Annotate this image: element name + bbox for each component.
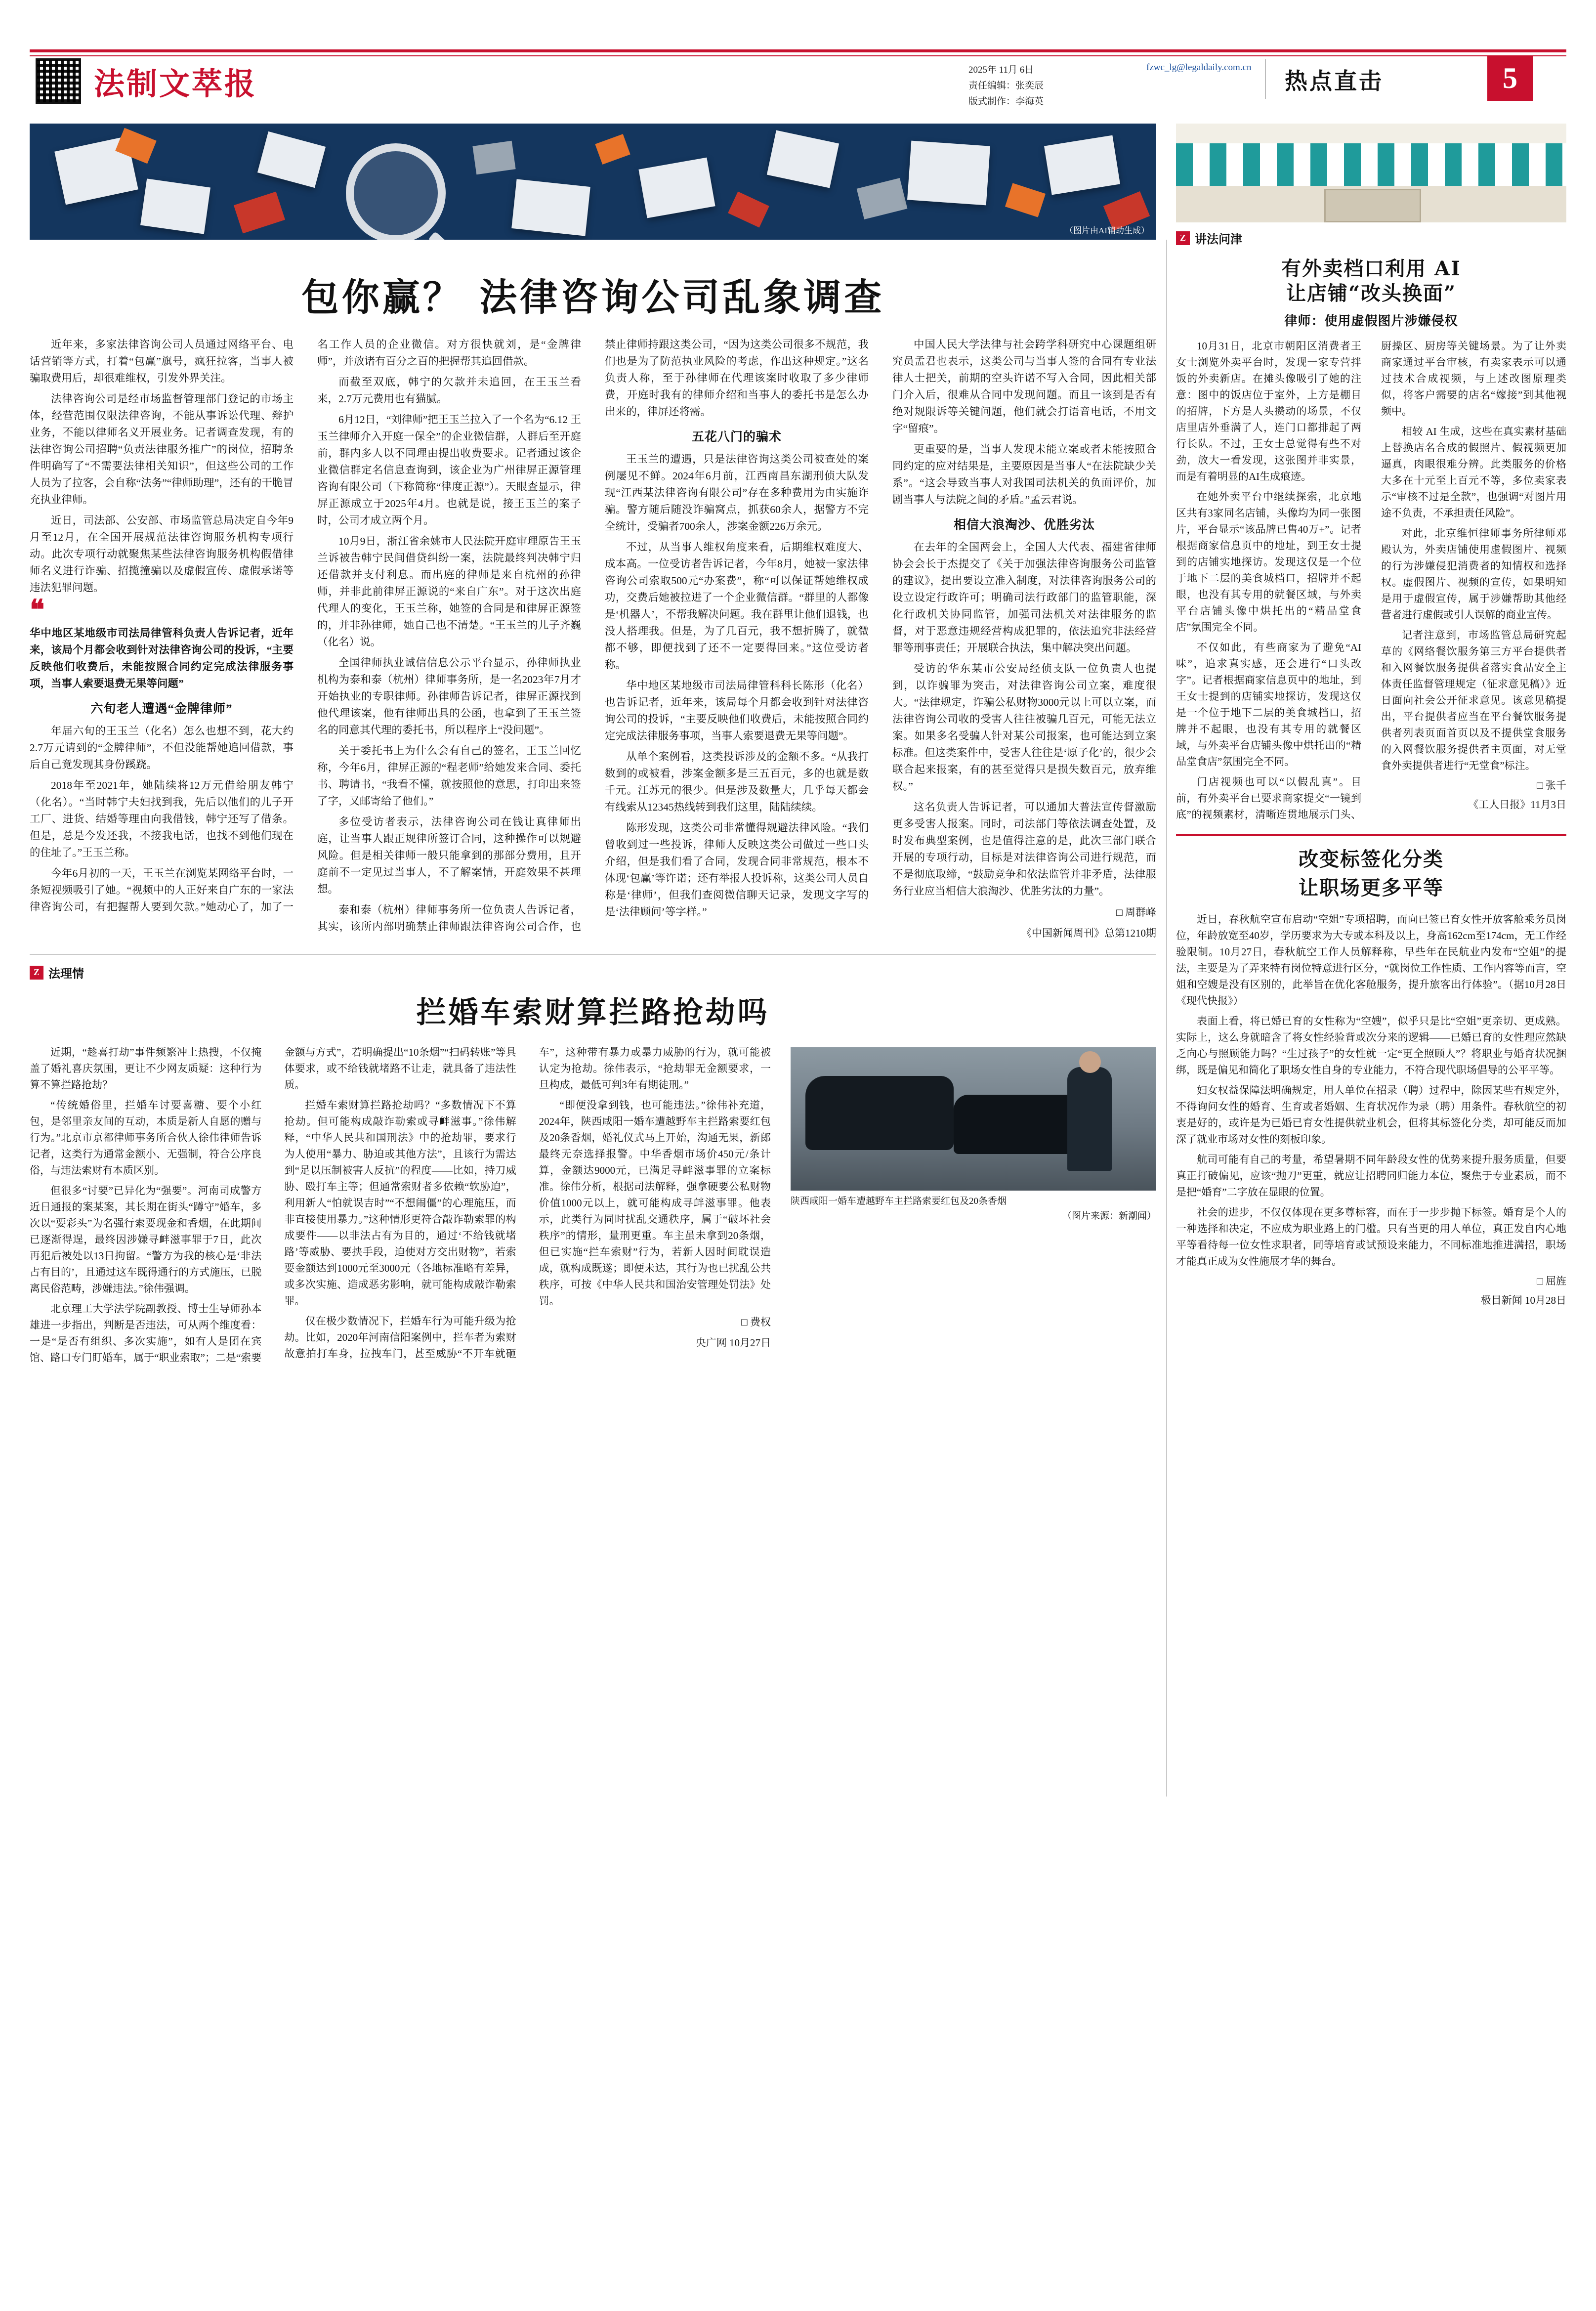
paragraph: 而截至双底，韩宁的欠款并未追回，在王玉兰看来，2.7万元费用也有猫腻。 — [317, 376, 581, 405]
paragraph: 华中地区某地级市司法局律管科科长陈形（化名）也告诉记者，近年来，该局每个月都会收到针对法律咨询公司的投诉，“主要反映他们收费后，未能按照合同约定完成法律服务事项，当事人索要退费无果等问题”。 — [605, 680, 869, 742]
paragraph: 年届六旬的王玉兰（化名）怎么也想不到，花大约2.7万元请到的“金牌律师”，不但没能帮她追回借款，事后自己竟发现其身份蹊跷。 — [30, 725, 294, 770]
section-label-text: 法理情 — [48, 968, 84, 981]
paragraph: 全国律师执业诚信信息公示平台显示，孙律师执业机构为泰和泰（杭州）律师事务所，是一名2023年7月才开始执业的专职律师。孙律师告诉记者，律屏正源找到他代理该案，他有律师出具的公函，也拿到了王玉兰签名的同意其代理的委托书，所以程序上“没问题”。 — [317, 657, 581, 736]
paragraph: 近期，“趁喜打劫”事件频繁冲上热搜，不仅掩盖了婚礼喜庆氛围，更让不少网友质疑：这种行为算不算拦路抢劫？ — [30, 1046, 262, 1091]
paragraph: 表面上看，将已婚已育的女性称为“空嫂”，似乎只是比“空姐”更亲切、更成熟。实际上，这么身就暗含了将女性经验背或次分来的逻辑——已婚已育的女性理应然缺乏向心与照顾能力吗？“生过孩子”的女性就一定“更全照顾人”？将职业与婚育状况捆绑，既是偏见和简化了职场女性自身的专业能力，不符合现代职场倡导的公平平等。 — [1176, 1015, 1566, 1076]
paragraph: 北京理工大学法学院副教授、博士生导师孙本雄进一步指出，判断是否违法，可从两个维度看：一是“是否有组织、多次实施”，如有人是团在宾馆、路口专门盯婚车，属于“职业索取”；二是“索要金额与方式”，若明确提出“10条烟”“扫码转账”等具体要求，或不给钱就堵路不让走，就具备了违法性质。 — [30, 1046, 516, 1364]
article-divider — [30, 954, 1156, 955]
wedding-car-photo — [791, 1047, 1156, 1191]
photo-caption: 陕西咸阳一婚车遭越野车主拦路索要红包及20条香烟 — [791, 1196, 1007, 1206]
right-article2-title-line2: 让职场更多平等 — [1299, 876, 1444, 899]
subheading: 五花八门的骗术 — [691, 430, 782, 444]
paragraph: 10月31日，北京市朝阳区消费者王女士浏览外卖平台时，发现一家专营拌饭的外卖新店。在摊头像吸引了她的注意：图中的饭店位于室外，上方是棚目的招牌，下方是人头攒动的场景，不仅店里店外垂满了人，连门口都排起了两行长队。不过，王女士总觉得有些不对劲，放大一看发现，这张图并非实景，而是有着明显的AI生成痕迹。 — [1176, 340, 1361, 482]
byline: □ 屈旌 — [1537, 1275, 1566, 1287]
paragraph: 关于委托书上为什么会有自己的签名，王玉兰回忆称，今年6月，律屏正源的“程老师”给她发来合同、委托书、聘请书，“我看不懂，就按照他的意思，打印出来签了字，又邮寄给了他们。” — [317, 745, 581, 807]
paragraph: 2018年至2021年，她陆续将12万元借给朋友韩宁（化名）。“当时韩宁夫妇找到我，先后以他们的儿子开工厂、进货、结婚等理由向我借钱，韩宁还写了借条。但是，总是今发还我，不接我电话，也找不到他们现在的住址了。”王玉兰称。 — [30, 779, 294, 858]
right-article1-title-line2: 让店铺“改头换面” — [1286, 282, 1456, 305]
paragraph: 多位受访者表示，法律咨询公司在钱让真律师出庭，让当事人跟正规律所签订合同，这种操作可以规避风险。但是相关律师一般只能拿到的那部分费用，且开庭前不一定见过当事人，不了解案情，开庭效果不甚理想。 — [317, 816, 581, 895]
subheading: 六旬老人遭遇“金牌律师” — [90, 702, 233, 716]
page-title: 包你赢？ 法律咨询公司乱象调查 — [301, 275, 885, 319]
paragraph: 这名负责人告诉记者，可以通加大普法宣传督激励更多受害人报案。同时，司法部门等依法调查处置，及时发布典型案例，也是值得注意的是，此次三部门联合开展的专项行动，目标是对法律咨询公司进行规范，而不是彻底取缔，“鼓励竞争和依法监管并非矛盾，法律服务行业应当相信大浪淘沙、优胜劣汰的力量”。 — [892, 801, 1156, 897]
paragraph: 航司可能有自己的考量，希望暑期不同年龄段女性的优势来提升服务质量，但要真正打破偏见，应该“抛刀”更重，就应让招聘同归能力本位，聚焦于专业素质，而不是把“婚育”二字放在显眼的位置。 — [1176, 1154, 1566, 1198]
masthead — [0, 0, 1596, 124]
editor-credit: 责任编辑：张奕辰 — [968, 81, 1044, 91]
lead-article-body — [30, 336, 1156, 941]
source-line: 《工人日报》11月3日 — [1468, 799, 1566, 811]
section-label-jiangfawenjin — [1176, 229, 1566, 247]
qr-code-icon[interactable] — [36, 58, 81, 104]
photo-car-second — [954, 1095, 1077, 1154]
shop-awning — [1176, 143, 1566, 181]
right-article2-body — [1176, 911, 1566, 1308]
paragraph: 在她外卖平台中继续探索，北京地区共有3家同名店铺，头像均为同一张图片，平台显示“该品牌已售40万+”。记者根据商家信息页中的地址，到王女士提到的店铺实地探访。发现这仅是一个位于地下二层的美食城档口，招牌并不起眼，也没有其专用的就餐区域，与外卖平台店铺头像中烘托出的“精品堂食店”氛围完全不同。 — [1176, 491, 1361, 633]
paragraph: 社会的进步，不仅仅体现在更多尊标容，而在于一步步抛下标签。婚育是个人的一种选择和决定，不应成为职业路上的门槛。只有当更的用人单位，真正发自内心地平等看待每一位女性求职者，同等培育或试预设来能力，不同标准地推进满招，职场才能真正成为女性施展才华的舞台。 — [1176, 1206, 1566, 1267]
paragraph: 从单个案例看，这类投诉涉及的金额不多。“从我打数到的或被看，涉案金额多是三五百元，多的也就是数千元。江苏元的很少。但是涉及数量大，几乎每天都会有线索从12345热线转到我们这里，陆陆续续。 — [605, 751, 869, 813]
layout-credit: 版式制作：李海英 — [968, 96, 1044, 107]
page-number: 5 — [1487, 55, 1533, 101]
paragraph: 泰和泰（杭州）律师事务所一位负责人告诉记者，其实，该所内部明确禁止律师跟法律咨询公司合作，也禁止律师持跟这类公司，“因为这类公司很多不规范，我们也是为了防范执业风险的考虑，作出这种规定。”这名负责人称，至于孙律师在代理该案时收取了多少律师费，开庭时我有的律师介绍和当事人的委托书是怎么办出来的，律屏还将需。 — [317, 339, 869, 933]
masthead-rule-thin — [30, 55, 1566, 56]
bottom-article-figure — [791, 1047, 1156, 1222]
masthead-divider — [1265, 59, 1266, 99]
paragraph: 记者注意到，市场监管总局研究起草的《网络餐饮服务第三方平台提供者和入网餐饮服务提供者落实食品安全主体责任监督管理规定（征求意见稿）》近日面向社会公开征求意见。该意见稿提出，平台提供者应当在平台餐饮服务提供者列表页面首页以及不提供堂食服务的入网餐饮服务提供者主页面，对无堂食外卖提供者进行“无堂食”标注。 — [1381, 629, 1566, 771]
paragraph: 陈形发现，这类公司非常懂得规避法律风险。“我们曾收到过一些投诉，律师人反映这类公司做过一些口头介绍，但是我们看了合同，发现合同非常规范，根本不体现‘包赢’等许诺；还有举报人投诉称，这类公司人员自称是‘律师’，但我们查阅微信聊天记录，发现文字写的是‘法律顾问’等字样。” — [605, 822, 869, 918]
paragraph: 近日，春秋航空宣布启动“空姐”专项招聘，而向已签已育女性开放客舱乘务员岗位，年龄放宽至40岁，学历要求为大专或本科及以上，身高162cm至174cm，无工作经验限制。10月27日，春秋航空工作人员解释称，早些年在民航业内发布“空姐”的提法，主要是为了弄来特有岗位特意进行区分，“就岗位工作性质、工作内容等而言，空姐和空嫂是没有区别的，此举旨在优化客舱服务，提升旅客出行体验”。（据10月28日《现代快报》） — [1176, 913, 1566, 1007]
magnifier-icon — [346, 143, 446, 240]
paragraph: 今年6月初的一天，王玉兰在浏览某网络平台时，一条短视频吸引了她。“视频中的人正好来自广东的一家法律咨询公司，有把握帮人要到欠款。”她动心了，加了一名工作人员的企业微信。对方很快就刘，是“金牌律师”，并放诸有百分之百的把握帮其追回借款。 — [30, 339, 581, 913]
paragraph: 拦婚车索财算拦路抢劫吗？“多数情况下不算抢劫。但可能构成敲诈勒索或寻衅滋事。”徐伟解释，“中华人民共和国刑法》中的抢劫罪，要求行为人使用“暴力、胁迫或其他方法”，且该行为需达到“足以压制被害人反抗”的程度——比如，持刀威胁、殴打车主等；但通常索财者多依赖“软胁迫”，利用新人“怕就误吉时”“不想闹僵”的心理施压，而非直接使用暴力。”这种情形更符合敲诈勒索罪的构成要件——以非法占有为目的，通过‘不给钱就堵路’等威胁、要挟手段，迫使对方交出财物”，若索要金额达到1000元至3000元（各地标准略有差异，或多次实施、造成恶劣影响，就可能构成敲诈勒索罪。 — [284, 1099, 516, 1307]
subheading: 相信大浪淘沙、优胜劣汰 — [953, 518, 1095, 532]
source-line: 央广网 10月27日 — [695, 1337, 771, 1349]
paragraph: 近日，司法部、公安部、市场监管总局决定自今年9月至12月，在全国开展规范法律咨询服务机构专项行动。此次专项行动就聚焦某些法律咨询服务机构假借律师名义进行诈骗、招揽撞骗以及虚假宣传、虚假承诺等违法犯罪问题。 — [30, 514, 294, 594]
paragraph: 对此，北京维恒律师事务所律师邓殿认为，外卖店铺使用虚假图片、视频的行为涉嫌侵犯消费者的知情权和选择权。虚假图片、视频的宣传，如果明知是用于虚假宣传，属于涉嫌帮助其他经营者进行虚假或引人误解的商业宣传。 — [1381, 527, 1566, 621]
photo-person — [1067, 1067, 1112, 1171]
right-column — [1176, 124, 1566, 1308]
right-article1-body — [1176, 338, 1566, 823]
contact-email[interactable]: fzwc_lg@legaldaily.com.cn — [1146, 62, 1252, 73]
pull-quote-text: 华中地区某地级市司法局律管科负责人告诉记者，近年来，该局个月都会收到针对法律咨询公司的投诉，“主要反映他们收费后，未能按照合同约定完成法律服务事项，当事人索要退费无果等问题” — [30, 627, 294, 689]
left-column — [30, 124, 1156, 1366]
paragraph: 不过，从当事人维权角度来看，后期维权难度大、成本高。一位受访者告诉记者，今年8月，她被一家法律咨询公司索取500元“办案费”，称“可以保证帮她维权成功，交费后她被拉进了一个企业微信群。“群里的人都像是‘机器人’，不帮我解决问题。我在群里让他们退钱，也没人搭理我。但是，为了几百元，我不想折腾了，就微都不够，即便找到了还不一定要得回来。”这位受访者称。 — [605, 541, 869, 671]
paragraph: 中国人民大学法律与社会跨学科研究中心课题组研究员孟君也表示，这类公司与当事人签的合同有专业法律人士把关，前期的空头许诺不写入合同，因此相关部门介入后，很难从合同中发现问题。而且一该到是否有绝对规限诉等关键问题，他们就会打语音电话，不用文字“留痕”。 — [892, 339, 1156, 434]
paragraph: 更重要的是，当事人发现未能立案或者未能按照合同约定的应对结果是，主要原因是当事人“在法院缺少关系”。“这会导致当事人对我国司法机关的负面评价，加剧当事人与法院之间的矛盾。”孟云君说。 — [892, 443, 1156, 506]
publish-date: 2025年 11月 6日 — [968, 65, 1034, 75]
hero-image — [30, 124, 1156, 240]
right-article1-subhead: 律师：使用虚假图片涉嫌侵权 — [1284, 314, 1458, 328]
byline: □ 费权 — [741, 1316, 771, 1328]
paragraph: 10月9日，浙江省余姚市人民法院开庭审理原告王玉兰诉被告韩宁民间借贷纠纷一案，法院最终判决韩宁归还借款并支付利息。而出庭的律师是来自杭州的孙律师，并非此前律屏正源说的“来自广东”。对于这次出庭代理人的变化，王玉兰称，她签的合同是和律屏正源签的，并非孙律师，她自己也不清楚。“王玉兰的儿子齐巍（化名）说。 — [317, 535, 581, 648]
paper-name: 法制文萃报 — [94, 66, 257, 102]
bottom-article-body — [30, 1044, 771, 1366]
section-label-text: 讲法问津 — [1195, 233, 1242, 246]
masthead-meta — [968, 62, 1044, 110]
paragraph: 6月12日，“刘律师”把王玉兰拉入了一个名为“6.12 王玉兰律师介入开庭一保全”的企业微信群，人群后至开庭前，群内多人以不同理由提出收费要求。记者通过该企业微信群定名信息查询到，该企业为广州律屏正源管理咨询有限公司（下称简称“律度正源”）。天眼查显示，律屏正源成立于2025年4月。也就是说，接王玉兰的案子时，公司才成立两个月。 — [317, 414, 581, 526]
paragraph: 但很多“讨要”已异化为“强要”。河南司成警方近日通报的案某案，其长期在街头“蹲守”婚车，多次以“要彩头”为名强行索要现金和香烟，在此期间已逐渐得逞，最终因涉嫌寻衅滋事罪于7日，此次再犯后被处以13日拘留。“警方为我的核心是‘非法占有目的’，且通过这车既得通行的方式施压，已脱离民俗范畴，涉嫌违法。”徐伟强调。 — [30, 1185, 262, 1294]
masthead-rule — [30, 49, 1566, 52]
paragraph: 王玉兰的遭遇，只是法律咨询这类公司被查处的案例屡见不鲜。2024年6月前，江西南昌东湖刑侦大队发现“江西某法律咨询有限公司”存在多种费用为由实施诈骗。警方随后随没诈骗窝点，抓获60余人，据警方不完全统计，受骗者700余人，涉案金额226万余元。 — [605, 453, 869, 532]
source-line: 《中国新闻周刊》总第1210期 — [1021, 927, 1156, 939]
source-line: 极目新闻 10月28日 — [1480, 1294, 1566, 1306]
paragraph: “传统婚俗里，拦婚车讨要喜糖、要个小红包，是邻里亲友间的互动，本质是新人自愿的赠与行为。”北京市京都律师事务所合伙人徐伟律师告诉记者，这类行为通常金额小、无强制，符合公序良俗，与违法索财有本质区别。 — [30, 1099, 262, 1176]
photo-car — [805, 1076, 954, 1150]
shop-illustration — [1176, 124, 1566, 222]
quote-mark-icon: ❝ — [30, 594, 45, 626]
right-section-rule — [1176, 834, 1566, 836]
hero-credit: （图片由AI辅助生成） — [1065, 226, 1149, 235]
photo-credit: （图片来源：新潮闻） — [1062, 1211, 1156, 1221]
brand-mark-icon: Z — [30, 966, 43, 980]
paragraph: 妇女权益保障法明确规定，用人单位在招录（聘）过程中，除因某些有规定外，不得询问女性的婚育、生育或者婚姻、生育状况作为录（聘）用条件。春秋航空的初衷是好的，或许是为已婚已育女性提供就业机会，但将其标签化分类，却可能反而加深了就业市场对女性的刻板印象。 — [1176, 1084, 1566, 1145]
section-title: 热点直击 — [1285, 69, 1384, 94]
right-article2-title-line1: 改变标签化分类 — [1299, 848, 1444, 871]
shop-door — [1324, 189, 1421, 222]
paper-logo — [94, 59, 257, 103]
right-article1-title-line1: 有外卖档口利用 AI — [1281, 257, 1461, 280]
paragraph: 受访的华东某市公安局经侦支队一位负责人也提到，以诈骗罪为突击，对法律咨询公司立案，难度很大。“法律规定，诈骗公私财物3000元以上可以立案，而法律咨询公司收的受害人往往被骗几百元，可能无法立案。如果多名受骗人针对某公司报案，也可能达到立案标准。但这类案件中，受害人往往是‘原子化’的，很少会联合起来报案，有的甚至觉得只是损失数百元，放弃维权。” — [892, 663, 1156, 792]
pull-quote — [30, 594, 294, 692]
paragraph: 法律咨询公司是经市场监督管理部门登记的市场主体，经营范围仅限法律咨询，不能从事诉讼代理、辩护业务，不能以律师名义开展业务。记者调查发现，有的法律咨询公司招聘“负责法律服务推广”的岗位，招聘条件明确写了“不需要法律相关知识”，但这些公司的工作人员为了拉客，会自称“法务”“律师助理”，还有的干脆冒充执业律师。 — [30, 393, 294, 506]
paragraph: 仅在极少数情况下，拦婚车行为可能升级为抢劫。比如，2020年河南信阳案例中，拦车者为索财故意拍打车身，拉拽车门，甚至威胁“不开车就砸车”，这种带有暴力或暴力威胁的行为，就可能被认定为抢劫。徐伟表示，“抢劫罪无金额要求，一旦构成，最低可判3年有期徒刑。” — [284, 1046, 771, 1360]
column-divider — [1166, 240, 1167, 1797]
bottom-article-title: 拦婚车索财算拦路抢劫吗 — [416, 995, 770, 1030]
paragraph: 在去年的全国两会上，全国人大代表、福建省律师协会会长于杰提交了《关于加强法律咨询服务公司监管的建议》，提出要设立准入制度，对法律咨询服务公司的设立设定行政许可；明确司法行政部门的监管职能，深化行政机关协同监管，加强司法机关对法律服务的监督，对于恶意违规经营构成犯罪的，依法追究非法经营罪等刑事责任；开展联合执法，集中解决突出问题。 — [892, 541, 1156, 654]
brand-mark-icon: Z — [1176, 231, 1190, 245]
paragraph: 相较 AI 生成，这些在真实素材基础上替换店名合成的假照片、假视频更加逼真，肉眼很难分辨。此类服务的价格大多在十元至上百元不等，多位卖家表示“审核不过是全款”，也强调“对图片用途不负责，不承担责任风险”。 — [1381, 426, 1566, 519]
paragraph: 近年来，多家法律咨询公司人员通过网络平台、电话营销等方式，打着“包赢”旗号，疯狂拉客，当事人被骗取费用后，却很难维权，引发外界关注。 — [30, 339, 294, 384]
shop-awning-edge — [1176, 178, 1566, 186]
byline: □ 周群峰 — [1116, 906, 1156, 918]
byline: □ 张千 — [1537, 779, 1566, 791]
paragraph: “即便没拿到钱，也可能违法。”徐伟补充道，2024年，陕西咸阳一婚车遭越野车主拦路索要红包及20条香烟，婚礼仪式马上开始，沟通无果，新郎最终无奈选择报警。中华香烟市场价450元/条计算，金额达9000元，已满足寻衅滋事罪的立案标准。徐伟分析，根据司法解释，强拿硬要公私财物价值1000元以上，就可能构成寻衅滋事罪。他表示，此类行为同时扰乱交通秩序，属于“破坏社会秩序”的情形，量刑更重。车主虽未拿到20条烟，但已实施“拦车索财”行为，若新人因时间耽误造成，就构成既遂；即便未达，其行为也已扰乱公共秩序，可按《中华人民共和国治安管理处罚法》处罚。 — [539, 1099, 771, 1307]
paragraph: 不仅如此，有些商家为了避免“AI味”，追求真实感，还会进行“口头改字”。记者根据商家信息页中的地址，到王女士提到的店铺实地探访，发现这仅是一个位于地下二层的美食城档口，招牌并不起眼，也没有其专用的就餐区域，与外卖平台店铺头像中烘托出的“精品堂食店”氛围完全不同。 — [1176, 642, 1361, 768]
paragraph: 门店视频也可以“以假乱真”。目前，有外卖平台已要求商家提交“一镜到底”的视频素材，清晰连贯地展示门头、厨操区、厨房等关键场景。为了让外卖商家通过平台审核，有卖家表示可以通过技术合成视频，与上述改图原理类似，将客户需要的店名“嫁接”到其他视频中。 — [1176, 340, 1566, 820]
section-label-falilqing — [30, 964, 1156, 981]
